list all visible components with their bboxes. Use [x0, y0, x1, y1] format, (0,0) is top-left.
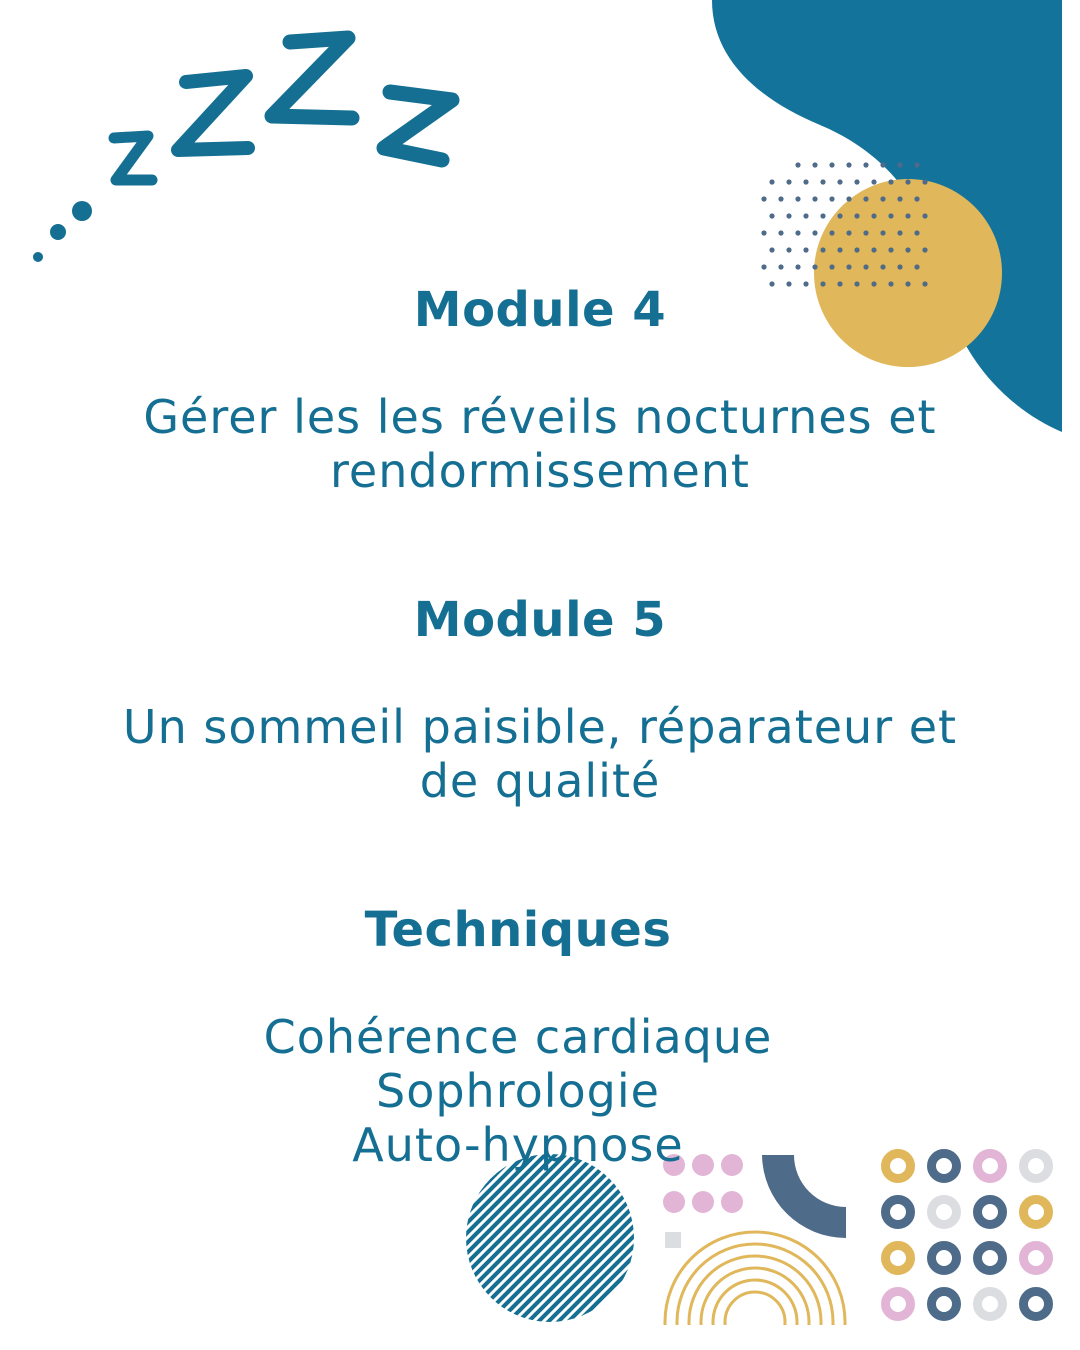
stripe-line	[370, 1150, 550, 1330]
pattern-dot	[871, 247, 876, 252]
stripe-line	[330, 1150, 510, 1330]
pattern-dot	[922, 179, 927, 184]
pattern-dot	[863, 162, 868, 167]
pattern-dot	[905, 247, 910, 252]
stripe-line	[320, 1150, 500, 1330]
stripe-line	[340, 1150, 520, 1330]
pattern-dot	[854, 213, 859, 218]
stripe-line	[470, 1150, 650, 1330]
stripe-line	[530, 1150, 710, 1330]
ring-grid	[886, 1154, 1049, 1317]
module-4-line-2: rendormissement	[330, 444, 750, 498]
pattern-dot	[914, 230, 919, 235]
pattern-dot	[863, 264, 868, 269]
techniques-list	[0, 1010, 1036, 1172]
pattern-dot	[761, 264, 766, 269]
stripe-line	[460, 1150, 640, 1330]
stripe-line	[500, 1150, 680, 1330]
stripe-line	[610, 1150, 790, 1330]
pattern-dot	[795, 162, 800, 167]
pattern-dot	[812, 230, 817, 235]
pattern-dot	[914, 162, 919, 167]
pattern-dot	[820, 247, 825, 252]
pattern-dot	[820, 213, 825, 218]
pattern-dot	[761, 230, 766, 235]
stripe-line	[310, 1150, 490, 1330]
pattern-dot	[871, 213, 876, 218]
pattern-dot	[914, 196, 919, 201]
pattern-dot	[871, 179, 876, 184]
pattern-dot	[846, 264, 851, 269]
technique-auto-hypnose: Auto-hypnose	[352, 1118, 684, 1172]
pattern-dot	[905, 213, 910, 218]
pattern-dot	[897, 162, 902, 167]
pattern-dot	[888, 247, 893, 252]
stripe-line	[260, 1150, 440, 1330]
stripe-line	[420, 1150, 600, 1330]
pattern-dot	[778, 230, 783, 235]
pattern-dot	[803, 213, 808, 218]
pattern-dot	[888, 213, 893, 218]
ring-dot	[1024, 1292, 1049, 1317]
stripe-line	[300, 1150, 480, 1330]
ring-dot	[978, 1200, 1003, 1225]
stripe-line	[270, 1150, 450, 1330]
pattern-dot	[846, 162, 851, 167]
pattern-dot	[880, 162, 885, 167]
pattern-dot	[812, 196, 817, 201]
module-4-heading: Module 4	[413, 282, 667, 338]
pattern-dot	[812, 264, 817, 269]
ring-dot	[886, 1246, 911, 1271]
stripe-line	[600, 1150, 780, 1330]
module-5-line-1: Un sommeil paisible, réparateur et	[122, 700, 958, 754]
zzz-icon	[33, 38, 452, 262]
module-5-line-2: de qualité	[419, 754, 661, 808]
pattern-dot	[786, 179, 791, 184]
stripe-line	[490, 1150, 670, 1330]
ring-dot	[1024, 1200, 1049, 1225]
pattern-dot	[854, 179, 859, 184]
pattern-dot	[880, 264, 885, 269]
pattern-dot	[888, 179, 893, 184]
pattern-dot	[837, 247, 842, 252]
stripe-line	[450, 1150, 630, 1330]
pattern-dot	[812, 162, 817, 167]
pattern-dot	[795, 230, 800, 235]
pattern-dot	[803, 179, 808, 184]
pattern-dot	[837, 179, 842, 184]
pattern-dot	[829, 230, 834, 235]
pattern-dot	[880, 230, 885, 235]
stripe-line	[410, 1150, 590, 1330]
pattern-dot	[795, 196, 800, 201]
stripe-line	[480, 1150, 660, 1330]
pattern-dot	[829, 162, 834, 167]
ring-dot	[886, 1200, 911, 1225]
technique-coherence: Cohérence cardiaque	[263, 1010, 773, 1064]
pattern-dot	[880, 196, 885, 201]
striped-circle	[260, 1150, 830, 1330]
pattern-dot	[829, 196, 834, 201]
stripe-line	[400, 1150, 580, 1330]
stripe-line	[570, 1150, 750, 1330]
pattern-dot	[922, 247, 927, 252]
pattern-dot	[897, 196, 902, 201]
techniques-heading: Techniques	[364, 902, 672, 958]
pattern-dot	[761, 196, 766, 201]
pattern-dot	[846, 230, 851, 235]
pattern-dot	[914, 264, 919, 269]
ring-dot	[932, 1246, 957, 1271]
module-4-line-1: Gérer les les réveils nocturnes et	[143, 390, 937, 444]
pattern-dot	[786, 213, 791, 218]
technique-sophrologie: Sophrologie	[376, 1064, 660, 1118]
module-4-description	[40, 390, 1040, 498]
module-5-heading: Module 5	[413, 592, 667, 648]
pattern-dot	[778, 196, 783, 201]
pattern-dot	[795, 264, 800, 269]
ring-dot	[978, 1292, 1003, 1317]
ring-dot	[932, 1200, 957, 1225]
pattern-dot	[863, 230, 868, 235]
mustard-rainbow	[665, 1232, 845, 1350]
stripe-line	[350, 1150, 530, 1330]
mustard-circle	[814, 179, 1002, 367]
stripe-line	[380, 1150, 560, 1330]
pattern-dot	[769, 179, 774, 184]
module-5-description	[40, 700, 1040, 808]
pattern-dot	[829, 264, 834, 269]
pattern-dot	[863, 196, 868, 201]
pattern-dot	[854, 247, 859, 252]
stripe-line	[440, 1150, 620, 1330]
stripe-line	[510, 1150, 690, 1330]
stripe-line	[560, 1150, 740, 1330]
stripe-line	[290, 1150, 470, 1330]
grey-square	[665, 1232, 681, 1248]
stripe-line	[430, 1150, 610, 1330]
pattern-dot	[803, 247, 808, 252]
pattern-dot	[905, 179, 910, 184]
pattern-dot	[778, 264, 783, 269]
pattern-dot	[820, 179, 825, 184]
stripe-line	[280, 1150, 460, 1330]
pattern-dot	[837, 213, 842, 218]
pattern-dot	[922, 213, 927, 218]
ring-dot	[932, 1292, 957, 1317]
pattern-dot	[897, 264, 902, 269]
pattern-dot	[769, 213, 774, 218]
pattern-dot	[786, 247, 791, 252]
stripe-line	[390, 1150, 570, 1330]
ring-dot	[886, 1292, 911, 1317]
ring-dot	[1024, 1246, 1049, 1271]
pattern-dot	[769, 247, 774, 252]
pattern-dot	[897, 230, 902, 235]
stripe-line	[360, 1150, 540, 1330]
ring-dot	[978, 1246, 1003, 1271]
pattern-dot	[846, 196, 851, 201]
